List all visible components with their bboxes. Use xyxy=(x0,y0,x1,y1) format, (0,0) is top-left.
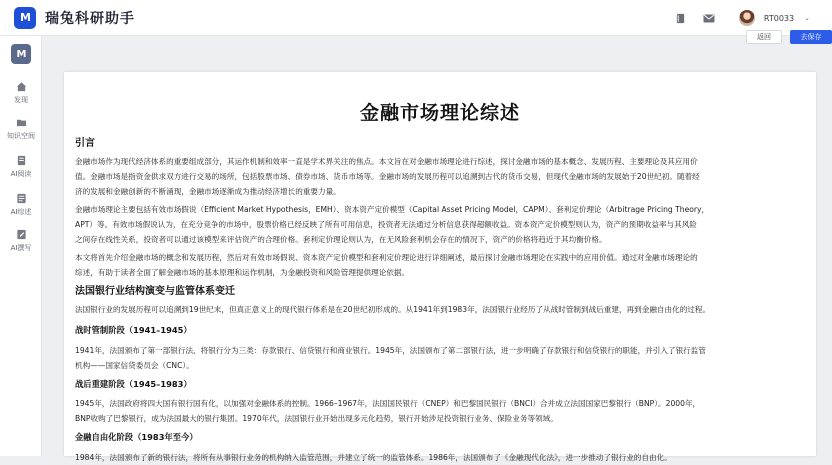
sidebar-item-ai-reading[interactable] xyxy=(0,154,42,184)
subsection-heading-postwar: 战后重建阶段（1945–1983） xyxy=(75,379,192,389)
subsection-heading-war: 战时管制阶段（1941–1945） xyxy=(75,325,192,335)
paragraph-line: 济的发展和金融创新的不断涌现，金融市场逐渐成为推动经济增长的重要力量。 xyxy=(75,187,341,196)
subsection-heading-liberalization: 金融自由化阶段（1983年至今） xyxy=(75,432,198,442)
sidebar-item-ai-writing[interactable] xyxy=(0,228,42,258)
sidebar-item-label: 发现 xyxy=(14,96,28,104)
paragraph-line: APT）等。有效市场假说认为，在充分竞争的市场中，股票价格已经反映了所有可用信息，投资者无法通过分析信息获得超额收益。资本资产定价模型则认为，资产的预期收益率与其风险 xyxy=(75,220,697,229)
app-name: 瑞兔科研助手 xyxy=(45,10,135,27)
paragraph-line: 综述，有助于读者全面了解金融市场的基本原理和运作机制，为金融投资和风险管理提供理论依据。 xyxy=(75,268,410,277)
book-icon[interactable] xyxy=(675,12,687,24)
paragraph-line: 值。金融市场是指资金供求双方进行交易的场所，包括股票市场、债券市场、货币市场等。金融市场的发展历程可以追溯到古代的货币交易，但现代金融市场的发展始于20世纪初。随着经 xyxy=(75,172,700,181)
paragraph-line: 1945年，法国政府将四大国有银行国有化，以加强对金融体系的控制。1966–1967年，法国国民银行（CNEP）和巴黎国民银行（BNCI）合并成立法国国家巴黎银行（BNP）。2000年， xyxy=(75,399,701,408)
sidebar-item-discover[interactable] xyxy=(0,80,42,110)
sidebar xyxy=(0,36,42,456)
paragraph-line: 1941年，法国颁布了第一部银行法，将银行分为三类：存款银行、信贷银行和商业银行。1945年，法国颁布了第二部银行法，进一步明确了存款银行和信贷银行的职能，并引入了银行监管 xyxy=(75,346,706,355)
back-button[interactable]: 返回 xyxy=(746,30,782,44)
sidebar-item-label: AI撰写 xyxy=(10,244,32,252)
username[interactable]: RT0033 xyxy=(763,13,795,23)
folder-icon xyxy=(15,116,27,128)
sidebar-item-label: 知识空间 xyxy=(7,132,35,140)
sidebar-item-label: AI阅读 xyxy=(10,170,32,178)
user-avatar[interactable] xyxy=(739,10,755,26)
paragraph-line: 1984年，法国颁布了新的银行法，将所有从事银行业务的机构纳入监管范围，并建立了统一的监管体系。1986年，法国颁布了《金融现代化法》，进一步推动了银行业的自由化。 xyxy=(75,453,672,462)
paragraph-line: 之间存在线性关系，投资者可以通过该模型来评估资产的合理价格。套利定价理论则认为，在无风险套利机会存在的情况下，资产的价格将趋近于其均衡价格。 xyxy=(75,235,607,244)
sidebar-logo[interactable]: M xyxy=(11,44,31,64)
paragraph-line: 金融市场理论主要包括有效市场假说（Efficient Market Hypothesis，EMH）、资本资产定价模型（Capital Asset Pricing Model，CAPM）、套利定价理论（Arbitrage Pricing Theory， xyxy=(75,205,710,214)
review-icon xyxy=(15,192,27,204)
save-button[interactable]: 去保存 xyxy=(790,30,832,44)
sidebar-item-knowledge-space[interactable] xyxy=(0,116,42,146)
section-heading-bank: 法国银行业结构演变与监管体系变迁 xyxy=(75,286,235,297)
chevron-down-icon[interactable]: ⌄ xyxy=(804,14,810,22)
paragraph-line: 法国银行业的发展历程可以追溯到19世纪末，但真正意义上的现代银行体系是在20世纪初形成的。从1941年到1983年，法国银行业经历了从战时管制到战后重建，再到金融自由化的过程。 xyxy=(75,305,711,314)
mail-icon[interactable] xyxy=(703,12,715,24)
paragraph-line: 机构——国家信贷委员会（CNC）。 xyxy=(75,361,194,370)
reading-icon xyxy=(15,154,27,166)
paragraph-line: 金融市场作为现代经济体系的重要组成部分，其运作机制和效率一直是学术界关注的焦点。本文旨在对金融市场理论进行综述，探讨金融市场的基本概念、发展历程、主要理论及其应用价 xyxy=(75,157,698,166)
document-page xyxy=(64,72,816,462)
paragraph-line: BNP收购了巴黎银行，成为法国最大的银行集团。1970年代，法国银行业开始出现多元化趋势，银行开始涉足投资银行业务、保险业务等领域。 xyxy=(75,414,558,423)
home-icon xyxy=(15,80,27,92)
app-logo[interactable] xyxy=(14,7,135,29)
sidebar-item-label: AI综述 xyxy=(10,208,32,216)
top-bar xyxy=(0,0,832,36)
section-heading-intro: 引言 xyxy=(75,138,95,149)
paragraph-line: 本文将首先介绍金融市场的概念和发展历程，然后对有效市场假说、资本资产定价模型和套利定价理论进行详细阐述，最后探讨金融市场理论在实践中的应用价值。通过对金融市场理论的 xyxy=(75,253,698,262)
sidebar-item-ai-review[interactable] xyxy=(0,192,42,222)
app-logo-mark: M xyxy=(14,7,36,29)
writing-icon xyxy=(15,228,27,240)
document-title: 金融市场理论综述 xyxy=(359,102,520,124)
